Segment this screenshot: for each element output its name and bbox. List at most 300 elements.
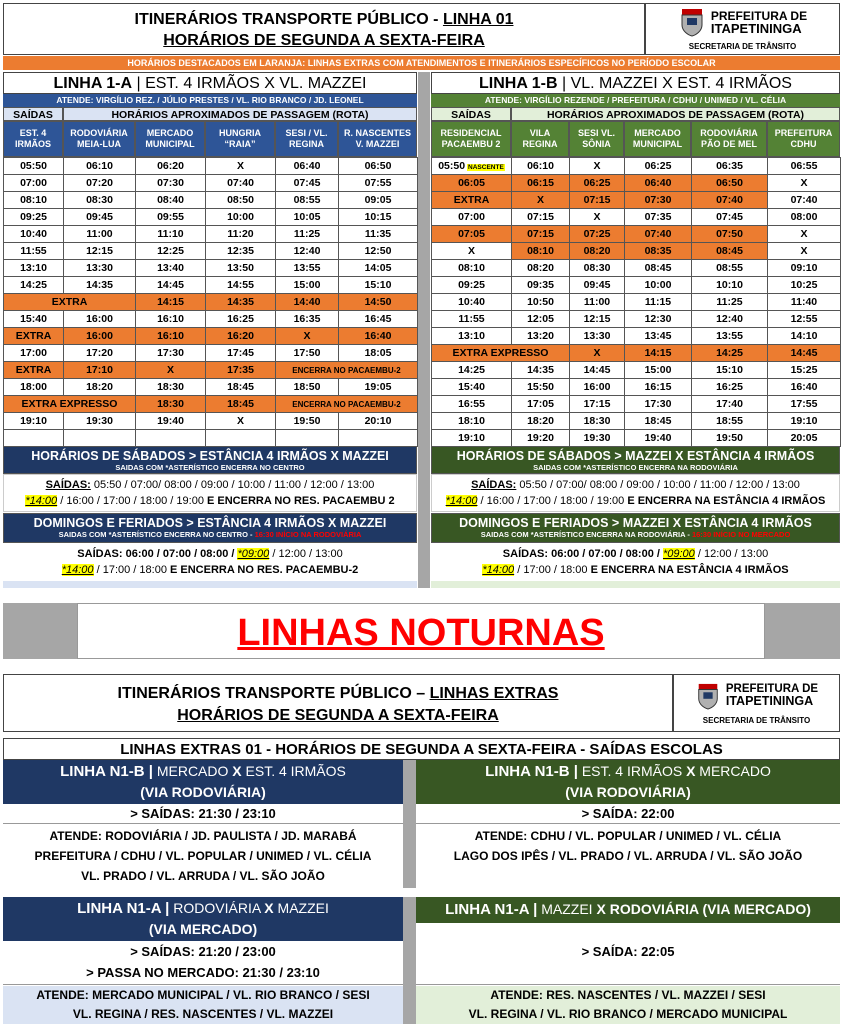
time-cell: 19:30 bbox=[570, 430, 625, 447]
logo-secretaria: SECRETARIA DE TRÂNSITO bbox=[688, 42, 797, 51]
time-cell: 08:35 bbox=[625, 243, 692, 260]
time-cell: 17:50 bbox=[276, 345, 339, 362]
l1a-atende: ATENDE: VIRGÍLIO REZ. / JÚLIO PRESTES / VL. RIO BRANCO / JD. LEONEL bbox=[3, 94, 417, 107]
time-cell: 07:35 bbox=[625, 209, 692, 226]
time-cell: 18:10 bbox=[432, 413, 512, 430]
time-cell: 17:55 bbox=[768, 396, 841, 413]
time-cell: 11:00 bbox=[64, 226, 136, 243]
logo-city: ITAPETININGA bbox=[710, 20, 802, 36]
l1b-col-header: PREFEITURA CDHU bbox=[767, 121, 840, 157]
header-1-title: ITINERÁRIOS TRANSPORTE PÚBLICO - LINHA 01 bbox=[134, 11, 514, 28]
table-row bbox=[4, 243, 418, 260]
time-cell: 05:50 bbox=[4, 158, 64, 175]
time-cell: 19:20 bbox=[512, 430, 570, 447]
time-cell: 07:05 bbox=[432, 226, 512, 243]
time-cell: ENCERRA NO PACAEMBU-2 bbox=[276, 396, 418, 413]
time-cell: 18:30 bbox=[136, 396, 206, 413]
n1b-left-atende: ATENDE: RODOVIÁRIA / JD. PAULISTA / JD. MARABÁ PREFEITURA / CDHU / VL. POPULAR / UNIMED / VL. CÉLIA VL. PRADO / VL. ARRUDA / VL. SÃO JOÃO bbox=[34, 829, 372, 883]
time-cell: 13:40 bbox=[136, 260, 206, 277]
l1a-title bbox=[3, 72, 417, 94]
time-cell: 17:15 bbox=[570, 396, 625, 413]
time-cell: 08:20 bbox=[512, 260, 570, 277]
time-cell: 18:00 bbox=[4, 379, 64, 396]
time-cell: 08:10 bbox=[4, 192, 64, 209]
table-row bbox=[4, 175, 418, 192]
time-cell: 13:55 bbox=[276, 260, 339, 277]
table-row bbox=[432, 430, 841, 447]
time-cell: 08:30 bbox=[64, 192, 136, 209]
l1a-timetable bbox=[3, 157, 418, 447]
table-row bbox=[432, 260, 841, 277]
table-row bbox=[432, 413, 841, 430]
time-cell: X bbox=[768, 226, 841, 243]
time-cell: 13:50 bbox=[206, 260, 276, 277]
time-cell: 18:50 bbox=[276, 379, 339, 396]
extras-separator-1 bbox=[403, 760, 416, 888]
l1a-name: LINHA 1-A bbox=[53, 75, 133, 92]
time-cell: 19:10 bbox=[432, 430, 512, 447]
time-cell: X bbox=[206, 413, 276, 430]
time-cell: 06:35 bbox=[692, 158, 768, 175]
time-cell: 06:40 bbox=[276, 158, 339, 175]
time-cell: 11:20 bbox=[206, 226, 276, 243]
time-cell: EXTRA bbox=[432, 192, 512, 209]
time-cell: 19:05 bbox=[339, 379, 418, 396]
time-cell: 06:50 bbox=[339, 158, 418, 175]
noturnas-right-bar bbox=[765, 603, 840, 659]
l1a-bottom-bar bbox=[3, 581, 417, 588]
time-cell: 11:25 bbox=[692, 294, 768, 311]
l1b-col-header: RESIDENCIAL PACAEMBU 2 bbox=[431, 121, 511, 157]
table-row bbox=[4, 226, 418, 243]
time-cell: 07:00 bbox=[432, 209, 512, 226]
time-cell: 06:50 bbox=[692, 175, 768, 192]
n1b-right-saidas: > SAÍDA: 22:00 bbox=[416, 804, 840, 824]
time-cell: 16:00 bbox=[64, 311, 136, 328]
time-cell: 09:35 bbox=[512, 277, 570, 294]
l1b-title bbox=[431, 72, 840, 94]
time-cell: ENCERRA NO PACAEMBU-2 bbox=[276, 362, 418, 379]
time-cell: 17:05 bbox=[512, 396, 570, 413]
time-cell: 14:25 bbox=[432, 362, 512, 379]
time-cell: 11:55 bbox=[432, 311, 512, 328]
time-cell: 07:15 bbox=[570, 192, 625, 209]
l1b-saturday-times: SAÍDAS: 05:50 / 07:00/ 08:00 / 09:00 / 10:00 / 11:00 / 12:00 / 13:00 *14:00 / 16:00 / 17:00 / 18:00 / 19:00 E ENCERRA NA ESTÂNCIA 4 IRMÃOS bbox=[431, 474, 840, 512]
time-cell: 16:40 bbox=[768, 379, 841, 396]
time-cell: 07:00 bbox=[4, 175, 64, 192]
time-cell: 07:15 bbox=[512, 209, 570, 226]
l1a-sunday-title: DOMINGOS E FERIADOS > ESTÂNCIA 4 IRMÃOS X MAZZEI SAIDAS COM *ASTERÍSTICO ENCERRA NO CENTRO - 16:30 INÍCIO NA RODOVIÁRIA bbox=[3, 513, 417, 543]
n1a-left-atende: ATENDE: MERCADO MUNICIPAL / VL. RIO BRANCO / SESI VL. REGINA / RES. NASCENTES / VL. MAZZEI bbox=[3, 986, 403, 1024]
time-cell: 12:30 bbox=[625, 311, 692, 328]
l1a-route: | EST. 4 IRMÃOS X VL. MAZZEI bbox=[132, 75, 367, 92]
l1a-col-header: EST. 4 IRMÃOS bbox=[3, 121, 63, 157]
time-cell: 16:00 bbox=[570, 379, 625, 396]
time-cell: 11:10 bbox=[136, 226, 206, 243]
time-cell: 08:40 bbox=[136, 192, 206, 209]
time-cell: 12:55 bbox=[768, 311, 841, 328]
table-row bbox=[432, 277, 841, 294]
time-cell: 18:45 bbox=[206, 396, 276, 413]
time-cell: 10:40 bbox=[432, 294, 512, 311]
time-cell: 09:10 bbox=[768, 260, 841, 277]
time-cell: 15:50 bbox=[512, 379, 570, 396]
time-cell: 11:35 bbox=[339, 226, 418, 243]
time-cell: X bbox=[570, 345, 625, 362]
time-cell: EXTRA bbox=[4, 328, 64, 345]
time-cell: 08:00 bbox=[768, 209, 841, 226]
time-cell: 06:40 bbox=[625, 175, 692, 192]
time-cell: 13:30 bbox=[64, 260, 136, 277]
time-cell: 15:10 bbox=[339, 277, 418, 294]
table-row bbox=[432, 192, 841, 209]
time-cell: 17:45 bbox=[206, 345, 276, 362]
time-cell bbox=[136, 430, 206, 447]
time-cell: 14:55 bbox=[206, 277, 276, 294]
time-cell: 12:50 bbox=[339, 243, 418, 260]
time-cell: 14:35 bbox=[64, 277, 136, 294]
time-cell: 09:55 bbox=[136, 209, 206, 226]
time-cell: 16:25 bbox=[206, 311, 276, 328]
time-cell: 08:55 bbox=[276, 192, 339, 209]
time-cell: 15:40 bbox=[4, 311, 64, 328]
header-1-subtitle: HORÁRIOS DE SEGUNDA A SEXTA-FEIRA bbox=[163, 32, 485, 49]
time-cell: 07:15 bbox=[512, 226, 570, 243]
coat-of-arms-icon bbox=[678, 7, 706, 37]
time-cell: 19:50 bbox=[692, 430, 768, 447]
l1a-saturday-title: HORÁRIOS DE SÁBADOS > ESTÂNCIA 4 IRMÃOS X MAZZEI SAIDAS COM *ASTERÍSTICO ENCERRA NO CENTRO bbox=[3, 446, 417, 474]
time-cell: 12:40 bbox=[276, 243, 339, 260]
time-cell: 06:55 bbox=[768, 158, 841, 175]
time-cell: 08:20 bbox=[570, 243, 625, 260]
time-cell: 09:25 bbox=[4, 209, 64, 226]
table-row bbox=[4, 379, 418, 396]
table-row bbox=[432, 158, 841, 175]
time-cell: 08:10 bbox=[512, 243, 570, 260]
time-cell: 07:45 bbox=[692, 209, 768, 226]
table-row bbox=[4, 209, 418, 226]
time-cell: 10:00 bbox=[206, 209, 276, 226]
time-cell: X bbox=[768, 243, 841, 260]
time-cell: 20:05 bbox=[768, 430, 841, 447]
time-cell: X bbox=[276, 328, 339, 345]
n1b-right-title: LINHA N1-B | EST. 4 IRMÃOS X MERCADO (VIA RODOVIÁRIA) bbox=[416, 760, 840, 804]
time-cell: 15:10 bbox=[692, 362, 768, 379]
time-cell: 14:45 bbox=[136, 277, 206, 294]
l1a-saturday-times: SAÍDAS: 05:50 / 07:00/ 08:00 / 09:00 / 10:00 / 11:00 / 12:00 / 13:00 *14:00 / 16:00 / 17:00 / 18:00 / 19:00 E ENCERRA NO RES. PACAEMBU 2 bbox=[3, 474, 417, 512]
time-cell: 12:15 bbox=[570, 311, 625, 328]
table-row bbox=[4, 192, 418, 209]
time-cell: 13:10 bbox=[432, 328, 512, 345]
time-cell: 18:45 bbox=[206, 379, 276, 396]
header-2-title: ITINERÁRIOS TRANSPORTE PÚBLICO – LINHAS EXTRAS bbox=[117, 685, 559, 702]
time-cell: 12:35 bbox=[206, 243, 276, 260]
time-cell bbox=[276, 430, 339, 447]
l1a-col-header: R. NASCENTES V. MAZZEI bbox=[338, 121, 417, 157]
time-cell: 16:20 bbox=[206, 328, 276, 345]
time-cell: 07:55 bbox=[339, 175, 418, 192]
l1b-saidas-label: SAÍDAS bbox=[431, 107, 511, 121]
time-cell: 06:25 bbox=[570, 175, 625, 192]
time-cell: 14:15 bbox=[136, 294, 206, 311]
time-cell: X bbox=[570, 209, 625, 226]
time-cell: 15:00 bbox=[276, 277, 339, 294]
time-cell: 17:20 bbox=[64, 345, 136, 362]
time-cell: 14:50 bbox=[339, 294, 418, 311]
time-cell: 10:05 bbox=[276, 209, 339, 226]
time-cell: 10:00 bbox=[625, 277, 692, 294]
time-cell: 08:30 bbox=[570, 260, 625, 277]
time-cell: 19:10 bbox=[768, 413, 841, 430]
n1a-right-title: LINHA N1-A | MAZZEI X RODOVIÁRIA (VIA MERCADO) bbox=[416, 897, 840, 923]
time-cell: 12:05 bbox=[512, 311, 570, 328]
time-cell: 06:10 bbox=[512, 158, 570, 175]
time-cell: 06:15 bbox=[512, 175, 570, 192]
time-cell: 08:50 bbox=[206, 192, 276, 209]
orange-notice: HORÁRIOS DESTACADOS EM LARANJA: LINHAS EXTRAS COM ATENDIMENTOS E ITINERÁRIOS ESPECÍFICOS NO PERÍODO ESCOLAR bbox=[3, 56, 840, 70]
table-row bbox=[4, 328, 418, 345]
coat-of-arms-icon bbox=[695, 682, 721, 710]
time-cell: 14:45 bbox=[570, 362, 625, 379]
time-cell: X bbox=[136, 362, 206, 379]
table-row bbox=[4, 260, 418, 277]
time-cell: 10:25 bbox=[768, 277, 841, 294]
time-cell bbox=[206, 430, 276, 447]
table-row bbox=[432, 175, 841, 192]
time-cell: 14:10 bbox=[768, 328, 841, 345]
time-cell: 08:10 bbox=[432, 260, 512, 277]
time-cell: 19:40 bbox=[625, 430, 692, 447]
time-cell: 15:25 bbox=[768, 362, 841, 379]
time-cell: 16:25 bbox=[692, 379, 768, 396]
time-cell: 09:45 bbox=[570, 277, 625, 294]
n1a-left-title: LINHA N1-A | RODOVIÁRIA X MAZZEI (VIA MERCADO) bbox=[3, 897, 403, 941]
n1a-right-atende: ATENDE: RES. NASCENTES / VL. MAZZEI / SESI VL. REGINA / VL. RIO BRANCO / MERCADO MUNICIPAL bbox=[416, 986, 840, 1024]
time-cell: 17:35 bbox=[206, 362, 276, 379]
time-cell: 06:05 bbox=[432, 175, 512, 192]
table-row bbox=[432, 362, 841, 379]
time-cell: 17:00 bbox=[4, 345, 64, 362]
time-cell: 09:05 bbox=[339, 192, 418, 209]
time-cell: 07:45 bbox=[276, 175, 339, 192]
time-cell: 09:45 bbox=[64, 209, 136, 226]
time-cell: 15:40 bbox=[432, 379, 512, 396]
time-cell: 19:50 bbox=[276, 413, 339, 430]
header-1 bbox=[3, 3, 645, 55]
l1a-col-header: HUNGRIA “RAIA” bbox=[205, 121, 275, 157]
n1b-left-saidas: > SAÍDAS: 21:30 / 23:10 bbox=[3, 804, 403, 824]
time-cell: X bbox=[512, 192, 570, 209]
time-cell: 11:15 bbox=[625, 294, 692, 311]
l1b-col-header: MERCADO MUNICIPAL bbox=[624, 121, 691, 157]
time-cell: 17:40 bbox=[692, 396, 768, 413]
table-row bbox=[432, 294, 841, 311]
l1a-col-header: SESI / VL. REGINA bbox=[275, 121, 338, 157]
time-cell: 14:40 bbox=[276, 294, 339, 311]
column-separator bbox=[418, 72, 430, 588]
time-cell: 14:45 bbox=[768, 345, 841, 362]
time-cell: 16:40 bbox=[339, 328, 418, 345]
table-row bbox=[4, 362, 418, 379]
table-row bbox=[432, 379, 841, 396]
time-cell: 14:15 bbox=[625, 345, 692, 362]
highlight-time: *14:00 bbox=[25, 495, 58, 507]
time-cell: 16:55 bbox=[432, 396, 512, 413]
time-cell: 11:25 bbox=[276, 226, 339, 243]
time-cell: 19:30 bbox=[64, 413, 136, 430]
n1b-right-atende: ATENDE: CDHU / VL. POPULAR / UNIMED / VL. CÉLIA LAGO DOS IPÊS / VL. PRADO / VL. ARRUDA / VL. SÃO JOÃO bbox=[453, 829, 803, 863]
time-cell bbox=[4, 430, 64, 447]
time-cell: 15:00 bbox=[625, 362, 692, 379]
l1b-name: LINHA 1-B bbox=[479, 75, 558, 92]
table-row bbox=[4, 430, 418, 447]
table-row bbox=[432, 209, 841, 226]
time-cell: 07:30 bbox=[136, 175, 206, 192]
time-cell: 10:50 bbox=[512, 294, 570, 311]
time-cell: 14:35 bbox=[512, 362, 570, 379]
l1b-route: | VL. MAZZEI X EST. 4 IRMÃOS bbox=[557, 75, 792, 92]
n1a-left-saidas: > SAÍDAS: 21:20 / 23:00 > PASSA NO MERCADO: 21:30 / 23:10 bbox=[3, 941, 403, 985]
time-cell: 12:40 bbox=[692, 311, 768, 328]
time-cell: 18:05 bbox=[339, 345, 418, 362]
time-cell: 14:25 bbox=[692, 345, 768, 362]
time-cell: 14:05 bbox=[339, 260, 418, 277]
l1b-col-header: RODOVIÁRIA PÃO DE MEL bbox=[691, 121, 767, 157]
table-row bbox=[4, 413, 418, 430]
time-cell: 06:25 bbox=[625, 158, 692, 175]
n1b-left-title: LINHA N1-B | MERCADO X EST. 4 IRMÃOS (VIA RODOVIÁRIA) bbox=[3, 760, 403, 804]
l1b-timetable bbox=[431, 157, 841, 447]
time-cell bbox=[64, 430, 136, 447]
time-cell: 16:10 bbox=[136, 328, 206, 345]
time-cell: 07:40 bbox=[768, 192, 841, 209]
time-cell: 16:35 bbox=[276, 311, 339, 328]
time-cell: 08:45 bbox=[625, 260, 692, 277]
time-cell: 16:00 bbox=[64, 328, 136, 345]
l1b-col-header: VILA REGINA bbox=[511, 121, 569, 157]
l1a-col-header: RODOVIÁRIA MEIA-LUA bbox=[63, 121, 135, 157]
time-cell: 06:20 bbox=[136, 158, 206, 175]
time-cell: 06:10 bbox=[64, 158, 136, 175]
time-cell: 10:10 bbox=[692, 277, 768, 294]
time-cell bbox=[339, 430, 418, 447]
noturnas-left-bar bbox=[3, 603, 77, 659]
l1b-bottom-bar bbox=[431, 581, 840, 588]
time-cell: 20:10 bbox=[339, 413, 418, 430]
time-cell: 17:30 bbox=[625, 396, 692, 413]
time-cell: 17:30 bbox=[136, 345, 206, 362]
time-cell: 07:40 bbox=[206, 175, 276, 192]
table-row bbox=[432, 226, 841, 243]
time-cell: 13:10 bbox=[4, 260, 64, 277]
time-cell: EXTRA EXPRESSO bbox=[432, 345, 570, 362]
l1b-sunday-times: SAÍDAS: 06:00 / 07:00 / 08:00 / *09:00 / 12:00 / 13:00 *14:00 / 17:00 / 18:00 E ENCERRA NA ESTÂNCIA 4 IRMÃOS bbox=[482, 548, 789, 576]
time-cell: 14:35 bbox=[206, 294, 276, 311]
time-cell: 11:55 bbox=[4, 243, 64, 260]
time-cell: 08:45 bbox=[692, 243, 768, 260]
table-row bbox=[432, 345, 841, 362]
logo-prefeitura: PREFEITURA DE bbox=[710, 8, 808, 23]
nascente-badge: NASCENTE bbox=[468, 164, 504, 171]
time-cell: EXTRA bbox=[4, 362, 64, 379]
time-cell: 12:15 bbox=[64, 243, 136, 260]
table-row bbox=[432, 311, 841, 328]
header-2 bbox=[3, 674, 673, 732]
time-cell: 18:45 bbox=[625, 413, 692, 430]
time-cell: 16:45 bbox=[339, 311, 418, 328]
table-row bbox=[4, 311, 418, 328]
time-cell: 10:40 bbox=[4, 226, 64, 243]
time-cell: 07:20 bbox=[64, 175, 136, 192]
time-cell: 13:45 bbox=[625, 328, 692, 345]
time-cell: 07:40 bbox=[625, 226, 692, 243]
l1b-col-header: SESI VL. SÔNIA bbox=[569, 121, 624, 157]
table-row bbox=[4, 277, 418, 294]
table-row bbox=[432, 396, 841, 413]
time-cell: 18:30 bbox=[570, 413, 625, 430]
time-cell: 12:25 bbox=[136, 243, 206, 260]
time-cell: 18:55 bbox=[692, 413, 768, 430]
time-cell: EXTRA EXPRESSO bbox=[4, 396, 136, 413]
time-cell: 05:50 NASCENTE bbox=[432, 158, 512, 175]
logo-2: PREFEITURA DE ITAPETININGA SECRETARIA DE TRÂNSITO bbox=[673, 674, 840, 732]
time-cell: 19:10 bbox=[4, 413, 64, 430]
l1a-saidas-label: SAÍDAS bbox=[3, 107, 63, 121]
table-row bbox=[4, 345, 418, 362]
time-cell: 13:20 bbox=[512, 328, 570, 345]
time-cell: 13:55 bbox=[692, 328, 768, 345]
time-cell: 17:10 bbox=[64, 362, 136, 379]
time-cell: 11:40 bbox=[768, 294, 841, 311]
table-row bbox=[4, 396, 418, 413]
extras-title: LINHAS EXTRAS 01 - HORÁRIOS DE SEGUNDA A SEXTA-FEIRA - SAÍDAS ESCOLAS bbox=[3, 738, 840, 760]
time-cell: 19:40 bbox=[136, 413, 206, 430]
time-cell: 07:25 bbox=[570, 226, 625, 243]
time-cell: 14:25 bbox=[4, 277, 64, 294]
header-2-subtitle: HORÁRIOS DE SEGUNDA A SEXTA-FEIRA bbox=[177, 707, 499, 724]
logo-1 bbox=[645, 3, 840, 55]
time-cell: X bbox=[432, 243, 512, 260]
time-cell: 09:25 bbox=[432, 277, 512, 294]
l1a-horarios-label: HORÁRIOS APROXIMADOS DE PASSAGEM (ROTA) bbox=[63, 107, 417, 121]
time-cell: 07:50 bbox=[692, 226, 768, 243]
n1a-right-saidas: > SAÍDA: 22:05 bbox=[416, 941, 840, 985]
l1b-horarios-label: HORÁRIOS APROXIMADOS DE PASSAGEM (ROTA) bbox=[511, 107, 840, 121]
time-cell: 16:15 bbox=[625, 379, 692, 396]
table-row bbox=[432, 243, 841, 260]
time-cell: X bbox=[206, 158, 276, 175]
time-cell: 18:20 bbox=[512, 413, 570, 430]
table-row bbox=[4, 294, 418, 311]
time-cell: 08:55 bbox=[692, 260, 768, 277]
time-cell: 07:30 bbox=[625, 192, 692, 209]
time-cell: 10:15 bbox=[339, 209, 418, 226]
time-cell: 11:00 bbox=[570, 294, 625, 311]
noturnas-title: LINHAS NOTURNAS bbox=[77, 603, 765, 659]
time-cell: X bbox=[570, 158, 625, 175]
time-cell: X bbox=[768, 175, 841, 192]
time-cell: 07:40 bbox=[692, 192, 768, 209]
table-row bbox=[432, 328, 841, 345]
l1b-atende: ATENDE: VIRGÍLIO REZENDE / PREFEITURA / CDHU / UNIMED / VL. CÉLIA bbox=[431, 94, 840, 107]
extras-separator-2 bbox=[403, 897, 416, 1024]
table-row bbox=[4, 158, 418, 175]
l1b-saturday-title: HORÁRIOS DE SÁBADOS > MAZZEI X ESTÂNCIA 4 IRMÃOS SAIDAS COM *ASTERÍSTICO ENCERRA NA RODOVIÁRIA bbox=[431, 446, 840, 474]
time-cell: 18:30 bbox=[136, 379, 206, 396]
time-cell: 13:30 bbox=[570, 328, 625, 345]
l1a-sunday-times: SAÍDAS: 06:00 / 07:00 / 08:00 / *09:00 / 12:00 / 13:00 *14:00 / 17:00 / 18:00 E ENCERRA NO RES. PACAEMBU-2 bbox=[61, 548, 359, 576]
l1b-sunday-title: DOMINGOS E FERIADOS > MAZZEI X ESTÂNCIA 4 IRMÃOS SAIDAS COM *ASTERÍSTICO ENCERRA NA RODOVIÁRIA - 16:30 INÍCIO NO MERCADO bbox=[431, 513, 840, 543]
